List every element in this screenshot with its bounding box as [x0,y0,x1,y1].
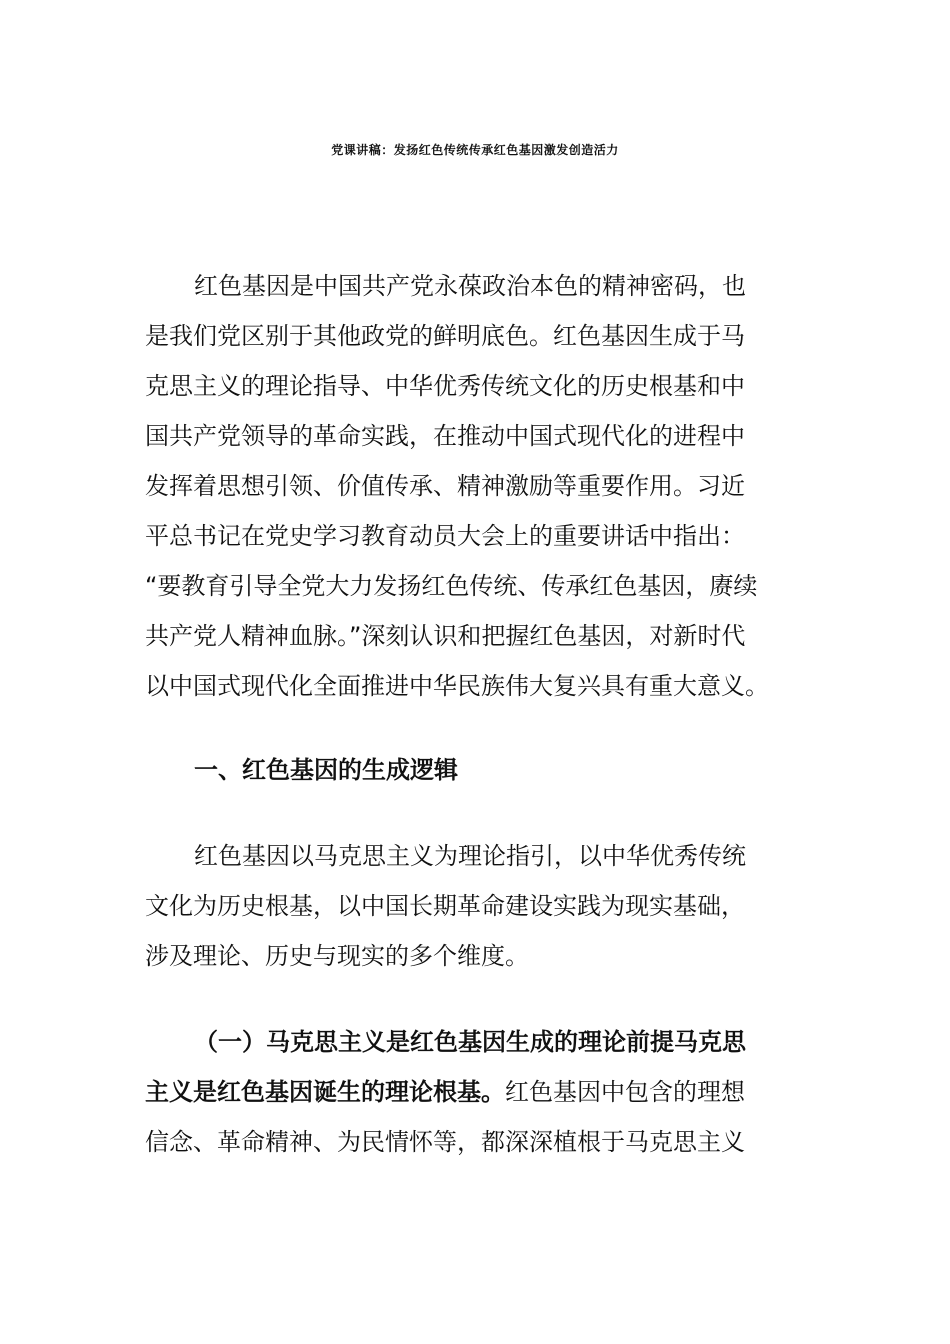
paragraph-line: 红色基因是中国共产党永葆政治本色的精神密码，也 [194,272,746,300]
subsection-heading-line: （一）马克思主义是红色基因生成的理论前提马克思 [194,1028,746,1056]
paragraph-line: 共产党人精神血脉。”深刻认识和把握红色基因，对新时代 [145,622,746,650]
paragraph-line: “要教育引导全党大力发扬红色传统、传承红色基因，赓续 [145,572,758,600]
paragraph-line: 以中国式现代化全面推进中华民族伟大复兴具有重大意义。 [145,672,769,700]
section-heading: 一、红色基因的生成逻辑 [194,756,458,784]
paragraph-line: 文化为历史根基，以中国长期革命建设实践为现实基础， [145,892,745,920]
paragraph-line: 平总书记在党史学习教育动员大会上的重要讲话中指出： [145,522,745,550]
paragraph-line: 发挥着思想引领、价值传承、精神激励等重要作用。习近 [145,472,745,500]
paragraph-line: 涉及理论、历史与现实的多个维度。 [145,942,529,970]
subsection-bold-text: 主义是红色基因诞生的理论根基。 [145,1078,505,1106]
document-title: 党课讲稿：发扬红色传统传承红色基因激发创造活力 [331,143,619,157]
subsection-regular-text: 红色基因中包含的理想 [505,1078,745,1106]
paragraph-line: 国共产党领导的革命实践，在推动中国式现代化的进程中 [145,422,745,450]
paragraph-line: 克思主义的理论指导、中华优秀传统文化的历史根基和中 [145,372,745,400]
paragraph-line: 信念、革命精神、为民情怀等，都深深植根于马克思主义 [145,1128,745,1156]
subsection-line [145,1074,745,1110]
paragraph-line: 红色基因以马克思主义为理论指引，以中华优秀传统 [194,842,746,870]
paragraph-line: 是我们党区别于其他政党的鲜明底色。红色基因生成于马 [145,322,745,350]
